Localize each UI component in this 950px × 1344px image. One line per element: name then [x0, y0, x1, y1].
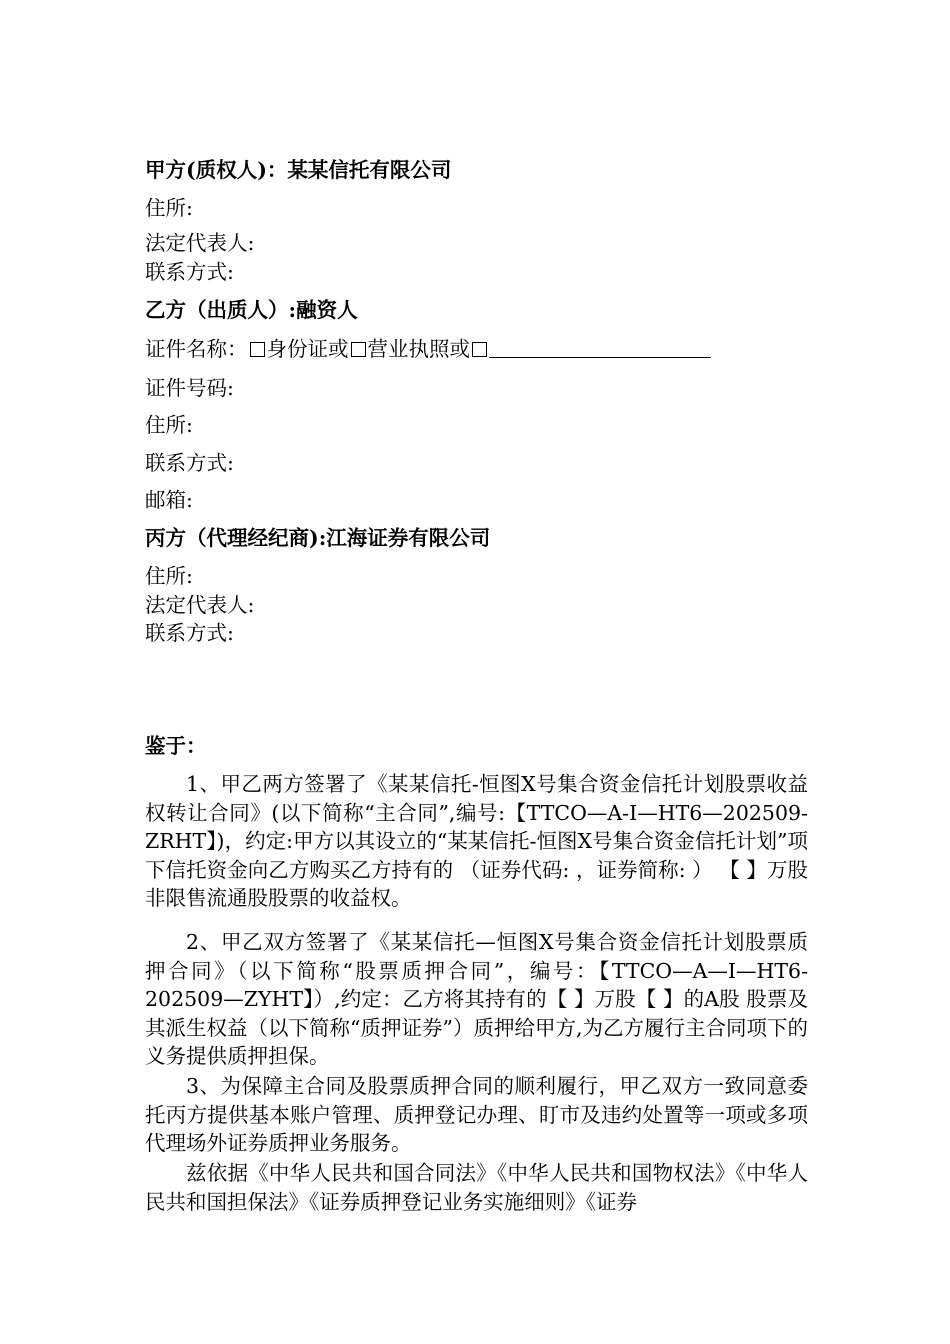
- id-option-2: 营业执照或: [367, 337, 470, 361]
- id-type-blank[interactable]: [489, 339, 711, 358]
- party-c-address: 住所:: [145, 564, 193, 588]
- whereas-clause-2: 2、甲乙双方签署了《某某信托—恒图X号集合资金信托计划股票质押合同》（以下简称“股票质押合同”，编号：【TTCO—A—I—HT6-202509—ZYHT】）,约定：乙方将其持有的【 】万股【 】的A股 股票及其派生权益（以下简称“质押证券”）质押给甲方,为乙方履行主合同项下的义务提供质押担保。: [145, 930, 808, 1068]
- party-a-contact: 联系方式:: [145, 260, 234, 284]
- party-c-heading: 丙方（代理经纪商):江海证券有限公司: [145, 526, 491, 550]
- whereas-clause-1: 1、甲乙两方签署了《某某信托-恒图X号集合资金信托计划股票收益权转让合同》(以下简称“主合同”,编号:【TTCO—A-I—HT6—202509-ZRHT】)，约定:甲方以其设立的“某某信托-恒图X号集合资金信托计划”项下信托资金向乙方购买乙方持有的 （证券代码: ，证券简称: ） 【 】万股非限售流通股股票的收益权。: [145, 772, 808, 910]
- party-b-contact: 联系方式:: [145, 451, 234, 475]
- legal-basis-paragraph: 兹依据《中华人民共和国合同法》《中华人民共和国物权法》《中华人民共和国担保法》《证券质押登记业务实施细则》《证券: [145, 1161, 808, 1214]
- whereas-heading: 鉴于：: [145, 734, 207, 758]
- whereas-clause-3: 3、为保障主合同及股票质押合同的顺利履行，甲乙双方一致同意委托丙方提供基本账户管理、质押登记办理、盯市及违约处置等一项或多项代理场外证券质押业务服务。: [145, 1074, 808, 1155]
- party-b-heading: 乙方（出质人）:融资人: [145, 298, 358, 322]
- party-c-legal-rep: 法定代表人:: [145, 593, 255, 617]
- party-c-contact: 联系方式:: [145, 621, 234, 645]
- checkbox-icon[interactable]: [472, 342, 487, 357]
- party-b-id-name: [145, 339, 711, 360]
- id-name-label: 证件名称：: [145, 337, 248, 361]
- checkbox-icon[interactable]: [250, 342, 265, 357]
- party-b-id-number: 证件号码:: [145, 376, 234, 400]
- checkbox-icon[interactable]: [351, 342, 366, 357]
- party-a-heading: 甲方(质权人)：某某信托有限公司: [145, 158, 452, 182]
- party-a-address: 住所:: [145, 196, 193, 220]
- party-a-legal-rep: 法定代表人:: [145, 231, 255, 255]
- id-option-1: 身份证或: [266, 337, 349, 361]
- party-b-email: 邮箱:: [145, 488, 193, 512]
- party-b-address: 住所:: [145, 413, 193, 437]
